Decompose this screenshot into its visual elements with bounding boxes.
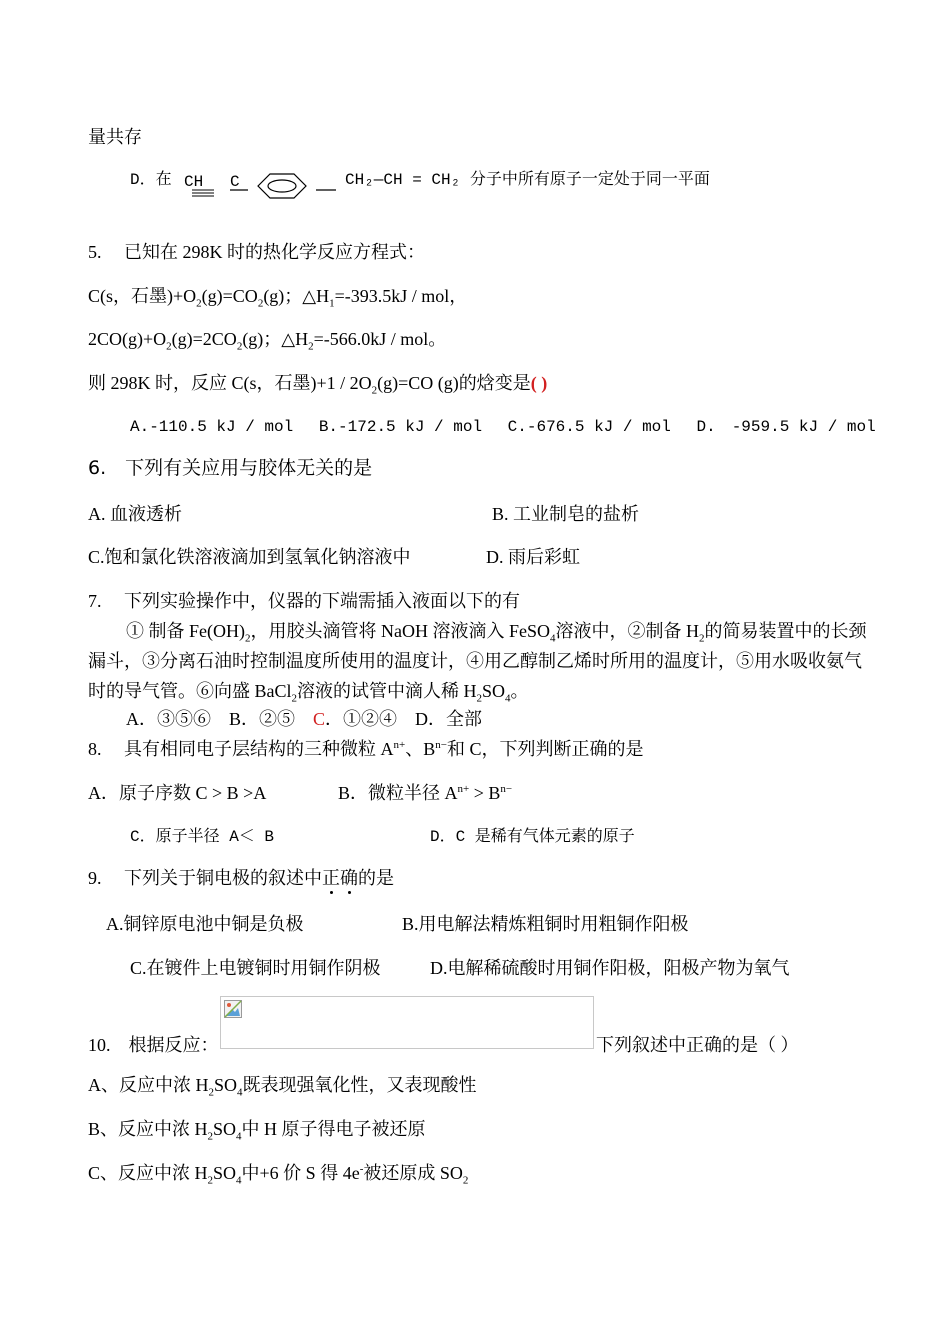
q6-option-a: A. 血液透析 bbox=[88, 504, 182, 524]
q4-option-d-prefix: D．在 bbox=[130, 171, 172, 189]
q8-option-c: C．原子半径 A＜ B bbox=[130, 828, 275, 846]
q6-option-c: C.饱和氯化铁溶液滴加到氢氧化钠溶液中 bbox=[88, 547, 411, 567]
q7-options: A．③⑤⑥ B．②⑤ C．①②④ D．全部 bbox=[126, 709, 483, 729]
benzene-ring-icon bbox=[258, 174, 306, 198]
ch-label: CH bbox=[184, 173, 204, 191]
q6-option-d: D. 雨后彩虹 bbox=[486, 547, 580, 567]
reaction-image-placeholder bbox=[220, 996, 594, 1049]
molecule-structure bbox=[184, 168, 344, 200]
answer-paren: ( ) bbox=[530, 373, 548, 393]
q10-option-b: B、反应中浓 $H_2SO_4$中 H 原子得电子被还原 bbox=[88, 1119, 426, 1143]
q9-title: 9. 下列关于铜电极的叙述中正确的是 bbox=[88, 868, 394, 888]
q5-equation-1: C(s，石墨)$+O_2(g)=CO_2(g)$；$\triangle H_1=-393.5kJ$ / mol， bbox=[88, 286, 468, 310]
q5-equation-2: $2CO(g)+O_2(g)=2CO_2(g)$；$\triangle H_2=-566.0kJ$ / mol。 bbox=[88, 329, 447, 353]
q10-suffix: 下列叙述中正确的是（ ） bbox=[596, 1035, 799, 1055]
broken-image-icon bbox=[224, 1000, 242, 1018]
emphasis-que: 确 bbox=[340, 868, 358, 888]
q8-title: 8. 具有相同电子层结构的三种微粒 $A^{n+}$、$B^{n-}$和 C，下列判断正确的是 bbox=[88, 739, 644, 759]
q5-title: 5. 已知在 298K 时的热化学反应方程式： bbox=[88, 242, 425, 262]
c-label: C bbox=[230, 173, 240, 191]
continued-text: 量共存 bbox=[88, 127, 142, 147]
q8-option-b: B．微粒半径 $A^{n+} > B^{n-}$ bbox=[338, 783, 513, 803]
q8-option-d: D．C 是稀有气体元素的原子 bbox=[430, 828, 635, 846]
q8-option-a: A．原子序数 C > B >A bbox=[88, 783, 267, 803]
q9-option-c: C.在镀件上电镀铜时用铜作阴极 bbox=[130, 958, 381, 978]
q10-option-c: C、反应中浓 $H_2SO_4$中+6 价 S 得 4e-被还原成 $SO_2$ bbox=[88, 1163, 469, 1187]
q9-option-d: D.电解稀硫酸时用铜作阳极，阳极产物为氧气 bbox=[430, 958, 790, 978]
q7-title: 7. 下列实验操作中，仪器的下端需插入液面以下的有 bbox=[88, 591, 520, 611]
q5-question: 则 298K 时，反应 C(s，石墨)$+1 / 2O_2(g)=CO$ (g)的焓变是( ) bbox=[88, 373, 548, 397]
q9-option-a: A.铜锌原电池中铜是负极 bbox=[106, 914, 304, 934]
q10-option-a: A、反应中浓 $H_2SO_4$既表现强氧化性，又表现酸性 bbox=[88, 1075, 477, 1099]
q5-options: A.-110.5 kJ / mol B.-172.5 kJ / mol C.-676.5 kJ / mol D. -959.5 kJ / mol bbox=[130, 418, 876, 436]
q9-option-b: B.用电解法精炼粗铜时用粗铜作阳极 bbox=[402, 914, 689, 934]
q4-option-d-tail: CH₂—CH = CH₂ 分子中所有原子一定处于同一平面 bbox=[345, 171, 710, 189]
q6-option-b: B. 工业制皂的盐析 bbox=[492, 504, 640, 524]
q6-title: 6. 下列有关应用与胶体无关的是 bbox=[88, 457, 373, 479]
q7-body: ① 制备 $Fe(OH)_2$，用胶头滴管将 NaOH 溶液滴入 FeSO$_4$溶液中，②制备 $H_2$的简易装置中的长颈漏斗，③分离石油时控制温度所使用的温度计，④用乙醇制乙烯时所用的温度计，⑤用水吸收氨气时的导气管。⑥向盛 BaCl$_2$溶液的试管中滴人稀 $H_2SO_4$。 bbox=[88, 621, 867, 705]
q10-prefix: 10. 根据反应： bbox=[88, 1035, 219, 1055]
emphasis-zheng: 正 bbox=[322, 868, 340, 888]
